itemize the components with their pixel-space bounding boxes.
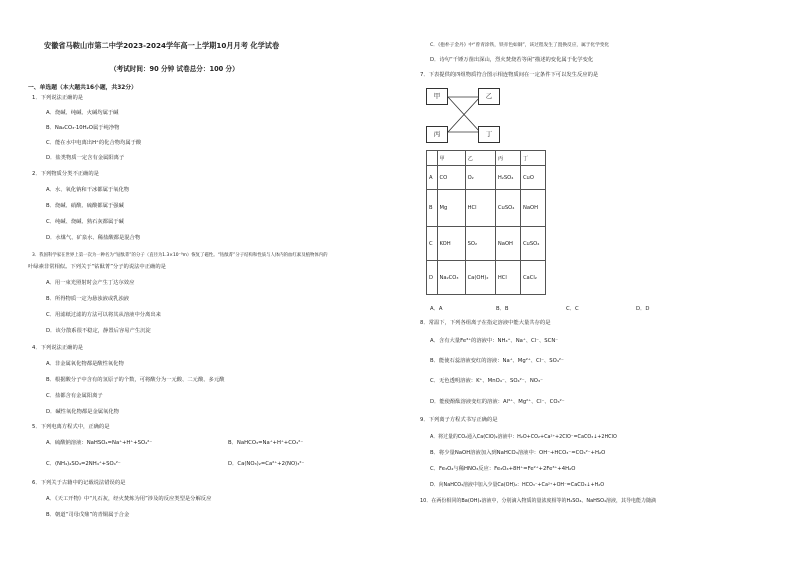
q6-option-a: A．《天工开物》中“凡石灰，经火焚炼为用”涉及的反应类型是分解反应 [46, 496, 212, 502]
q8-option-a: A．含有大量Fe³⁺的溶液中：NH₄⁺、Na⁺、Cl⁻、SCN⁻ [430, 338, 559, 344]
q5-option-d: D．Ca(NO₃)₂=Ca²⁺+2(NO)₃²⁻ [228, 461, 305, 467]
q1-option-a: A．烧碱、纯碱、火碱均属于碱 [46, 110, 119, 116]
table-cell: CuO [520, 166, 545, 190]
node-bing: 丙 [426, 126, 448, 143]
q2-option-b: B．烧碱、硝酸、硫酸都属于强碱 [46, 203, 124, 209]
table-cell: CaCl₂ [520, 261, 545, 295]
table-cell: NaOH [520, 190, 545, 227]
table-row [427, 190, 546, 227]
q5-option-b: B．NaHCO₃=Na⁺+H⁺+CO₃²⁻ [228, 440, 304, 446]
q2-option-c: C．纯碱、烧碱、熟石灰都属于碱 [46, 219, 124, 225]
q8-option-c: C．无色透明溶液：K⁺、MnO₄⁻、SO₄²⁻、NO₃⁻ [430, 378, 543, 384]
q3-option-a: A．用一束光照射时会产生丁达尔效应 [46, 280, 135, 286]
q2-option-a: A．水、氧化钠和干冰都属于氧化物 [46, 187, 130, 193]
table-cell: O₂ [465, 166, 495, 190]
q6-option-d: D．诗句“千锤万凿出深山，烈火焚烧若等闲”描述的变化属于化学变化 [430, 57, 594, 63]
table-row [427, 261, 546, 295]
table-cell: HCl [495, 261, 520, 295]
q3-option-b: B．所得物质一定为悬浊液或乳浊液 [46, 296, 130, 302]
q6-option-c: C．《抱朴子金丹》中“曾青涂铁，铁赤色如铜”，该过程发生了置换反应，属于化学变化 [430, 43, 610, 48]
q1-option-d: D．盐类物质一定含有金属阳离子 [46, 155, 125, 161]
q5-option-c: C．(NH₄)₂SO₄=2NH₄⁺+SO₄²⁻ [46, 461, 121, 467]
q8-option-b: B．能使石蕊溶液变红的溶液：Na⁺、Mg²⁺、Cl⁻、SO₄²⁻ [430, 358, 564, 364]
q6-option-b: B．朝道“司母戊鼎”的青铜属于合金 [46, 512, 130, 518]
table-cell: Mg [437, 190, 465, 227]
q3-option-c: C．用滤纸过滤的方法可以将其从溶液中分离出来 [46, 312, 161, 318]
q3-option-d: D．该分散系很不稳定，静置后容易产生沉淀 [46, 328, 151, 334]
table-header-cell: 甲 [437, 151, 465, 166]
q4-stem: 4．下列说法正确的是 [32, 345, 84, 351]
table-cell: D [427, 261, 438, 295]
table-cell: B [427, 190, 438, 227]
table-cell: Ca(OH)₂ [465, 261, 495, 295]
q7-option-a: A．A [430, 306, 443, 312]
q6-stem: 6．下列关于古籍中的记载说法错误的是 [32, 480, 126, 486]
reagents-table [426, 150, 546, 295]
table-cell: Na₂CO₃ [437, 261, 465, 295]
q7-option-c: C．C [566, 306, 579, 312]
table-header-cell: 丙 [495, 151, 520, 166]
q4-option-b: B．根据酸分子中含有的氢原子的个数，可将酸分为一元酸、二元酸、多元酸 [46, 377, 225, 383]
q1-option-c: C．能在水中电离出H⁺的化合物均属于酸 [46, 140, 142, 146]
q9-option-d: D．向NaHCO₃溶液中加入少量Ca(OH)₂：HCO₃⁻+Ca²⁺+OH⁻=CaCO₃↓+H₂O [430, 482, 605, 488]
table-cell: C [427, 227, 438, 261]
table-header-cell [427, 151, 438, 166]
node-jia: 甲 [426, 88, 448, 105]
q3-stem-line1: 3．我国科学家在世界上第一次为一种名为“钴酞菁”的分子（直径为1.3×10⁻⁹m）恢复了磁性。“钴酞菁”分子结构和性质与人体内的血红素及植物体内的 [32, 253, 328, 258]
q9-option-c: C．Fe₃O₄与稀HNO₃反应：Fe₃O₄+8H⁺=Fe²⁺+2Fe³⁺+4H₂O [430, 466, 576, 472]
table-cell: H₂SO₄ [495, 166, 520, 190]
table-cell: SO₂ [465, 227, 495, 261]
table-cell: CO [437, 166, 465, 190]
q5-stem: 5．下列电离方程式中，正确的是 [32, 424, 110, 430]
q4-option-c: C．盐都含有金属阳离子 [46, 393, 103, 399]
table-cell: HCl [465, 190, 495, 227]
table-cell: A [427, 166, 438, 190]
q8-option-d: D．能使酚酞溶液变红的溶液：Al³⁺、Mg²⁺、Cl⁻、CO₃²⁻ [430, 399, 565, 405]
q4-option-d: D．碱性氧化物都是金属氧化物 [46, 409, 119, 415]
table-cell: CuSO₄ [520, 227, 545, 261]
q2-stem: 2．下列物质分类不正确的是 [32, 171, 99, 177]
q1-stem: 1．下列说法正确的是 [32, 95, 84, 101]
table-cell: CuSO₄ [495, 190, 520, 227]
q9-stem: 9．下列离子方程式书写正确的是 [420, 417, 498, 423]
q4-option-a: A．非金属氧化物都是酸性氧化物 [46, 361, 124, 367]
page-title: 安徽省马鞍山市第二中学2023-2024学年高一上学期10月月考 化学试卷 [44, 41, 280, 50]
table-header-cell: 乙 [465, 151, 495, 166]
table-row [427, 166, 546, 190]
q9-option-b: B．将少量NaOH溶液加入到NaHCO₃溶液中：OH⁻+HCO₃⁻=CO₃²⁻+H₂O [430, 450, 606, 456]
q7-option-d: D．D [636, 306, 650, 312]
table-cell: NaOH [495, 227, 520, 261]
section-heading: 一、单选题（本大题共16小题，共32分） [28, 85, 137, 91]
q9-option-a: A．将过量的CO₂通入Ca(ClO)₂溶液中：H₂O+CO₂+Ca²⁺+2ClO⁻=CaCO₃↓+2HClO [430, 434, 617, 440]
q10-stem: 10．在两份相同的Ba(OH)₂溶液中，分别滴入物质的量浓度相等的H₂SO₄、NaHSO₄溶液，其导电能力随滴 [420, 498, 657, 504]
node-yi: 乙 [478, 88, 500, 105]
q1-option-b: B．Na₂CO₃·10H₂O属于纯净物 [46, 125, 120, 131]
q2-option-d: D．水煤气、矿泉水、稀盐酸都是混合物 [46, 235, 141, 241]
table-row [427, 227, 546, 261]
node-ding: 丁 [478, 126, 500, 143]
q3-stem-line2: 叶绿素非常相似。下列关于“钴酞菁”分子的说法中正确的是 [28, 264, 166, 270]
q7-option-b: B．B [496, 306, 509, 312]
q5-option-a: A．硫酸钠溶液：NaHSO₄=Na⁺+H⁺+SO₄²⁻ [46, 440, 153, 446]
table-header-cell: 丁 [520, 151, 545, 166]
q7-stem: 7．下表提供的四组物质符合图示相连物质间在一定条件下可以发生反应的是 [420, 72, 599, 78]
table-header-row [427, 151, 546, 166]
table-cell: KOH [437, 227, 465, 261]
exam-info: （考试时间：90 分钟 试卷总分：100 分） [110, 65, 239, 73]
q8-stem: 8．常温下，下列各组离子在指定溶液中能大量共存的是 [420, 320, 551, 326]
reaction-diagram [426, 88, 502, 144]
